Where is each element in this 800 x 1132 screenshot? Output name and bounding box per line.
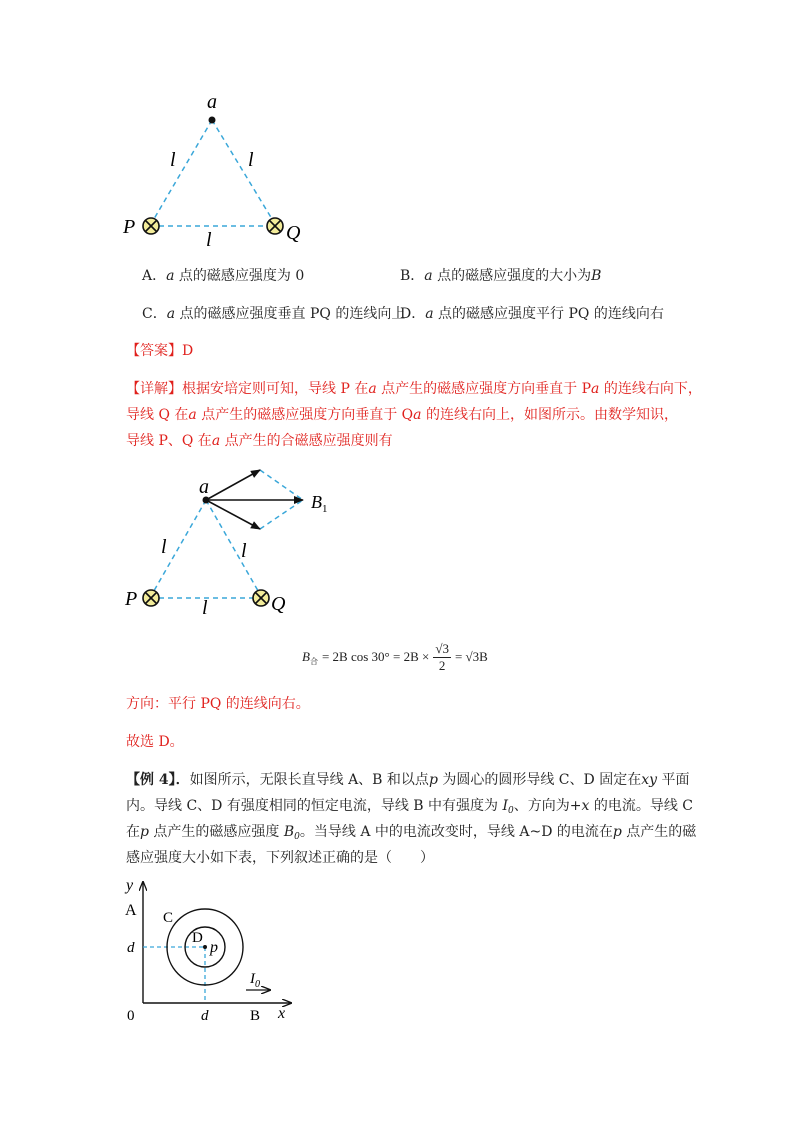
figure-1-triangle bbox=[115, 90, 315, 250]
wire-q-into-page-icon bbox=[267, 218, 283, 234]
detail-tag: 【详解】 bbox=[126, 381, 182, 397]
figure-3-axes-circles bbox=[115, 870, 315, 1030]
point-p-dot bbox=[203, 945, 207, 949]
conclusion-text: 故选 D。 bbox=[126, 734, 184, 750]
parallelogram-dash-lower bbox=[260, 500, 303, 529]
label-P: P bbox=[123, 216, 136, 238]
fraction: $\frac{√3}{2}$ bbox=[435, 640, 449, 673]
answer-value: D bbox=[182, 343, 194, 359]
option-b: B．a 点的磁感应强度的大小为B bbox=[400, 268, 602, 284]
figure-2-vector-triangle bbox=[115, 460, 355, 620]
label-l-left: l bbox=[170, 149, 176, 171]
example-line-4: 感应强度大小如下表，下列叙述正确的是（ ） bbox=[126, 850, 434, 866]
option-d: D．a 点的磁感应强度平行 PQ 的连线向右 bbox=[400, 306, 664, 322]
detail-line-1: 【详解】根据安培定则可知，导线 P 在a 点产生的磁感应强度方向垂直于 Pa 的连线右向下， bbox=[126, 381, 702, 397]
label-I0: $I_0$ bbox=[250, 971, 260, 990]
option-c: C．a 点的磁感应强度垂直 PQ 的连线向上 bbox=[142, 306, 406, 322]
vector-from-p bbox=[206, 500, 260, 529]
detail-line-2: 导线 Q 在a 点产生的磁感应强度方向垂直于 Qa 的连线右向上，如图所示。由数学知识， bbox=[126, 407, 678, 423]
wire-p-into-page-icon bbox=[143, 590, 159, 606]
example-line-1: 【例 4】．如图所示，无限长直导线 A、B 和以点p 为圆心的圆形导线 C、D 固定在xy 平面 bbox=[126, 772, 690, 788]
example-line-3: 在p 点产生的磁感应强度 $B_0$。当导线 A 中的电流改变时，导线 A~D 的电流在p 点产生的磁 bbox=[126, 824, 697, 842]
label-d-bottom: d bbox=[201, 1008, 209, 1024]
formula: B 合 = 2B cos 30° = 2B × $\frac{√3}{2}$ = √3B bbox=[302, 640, 488, 673]
wire-p-into-page-icon bbox=[143, 218, 159, 234]
direction-text: 方向：平行 PQ 的连线向右。 bbox=[126, 696, 310, 712]
label-l-right: l bbox=[248, 149, 254, 171]
label-C: C bbox=[163, 910, 174, 926]
label-Q: Q bbox=[286, 222, 301, 244]
example-tag: 【例 4】． bbox=[126, 772, 190, 788]
dashed-side-left bbox=[151, 120, 212, 224]
point-a-dot bbox=[209, 117, 216, 124]
parallelogram-dash-upper bbox=[260, 470, 303, 500]
option-a: A．a 点的磁感应强度为 0 bbox=[142, 268, 305, 284]
label-x: x bbox=[278, 1005, 286, 1022]
example-line-2: 内。导线 C、D 有强度相同的恒定电流，导线 B 中有强度为 $I_0$、方向为+x 的电流。导线 C bbox=[126, 798, 694, 816]
wire-q-into-page-icon bbox=[253, 590, 269, 606]
label-Q: Q bbox=[271, 593, 286, 615]
answer-tag: 【答案】 bbox=[126, 343, 182, 359]
vector-from-q bbox=[206, 470, 260, 500]
label-l-right: l bbox=[241, 540, 247, 562]
label-p: p bbox=[210, 939, 218, 956]
label-l-bottom: l bbox=[206, 229, 212, 250]
label-l-left: l bbox=[161, 536, 167, 558]
label-A: A bbox=[125, 902, 137, 919]
answer-line bbox=[126, 341, 193, 361]
label-P: P bbox=[125, 588, 138, 610]
label-y: y bbox=[126, 877, 134, 894]
label-origin: 0 bbox=[127, 1008, 135, 1024]
dashed-side-right bbox=[212, 120, 275, 224]
label-a: a bbox=[199, 476, 209, 498]
label-B: B bbox=[250, 1008, 261, 1024]
label-d-left: d bbox=[127, 940, 135, 956]
label-a: a bbox=[207, 91, 217, 113]
label-l-bottom: l bbox=[202, 597, 208, 619]
label-B1: $B_1$ bbox=[311, 492, 328, 515]
label-D: D bbox=[192, 930, 203, 946]
dashed-side-left bbox=[151, 500, 206, 596]
detail-line-3: 导线 P、Q 在a 点产生的合磁感应强度则有 bbox=[126, 433, 393, 449]
